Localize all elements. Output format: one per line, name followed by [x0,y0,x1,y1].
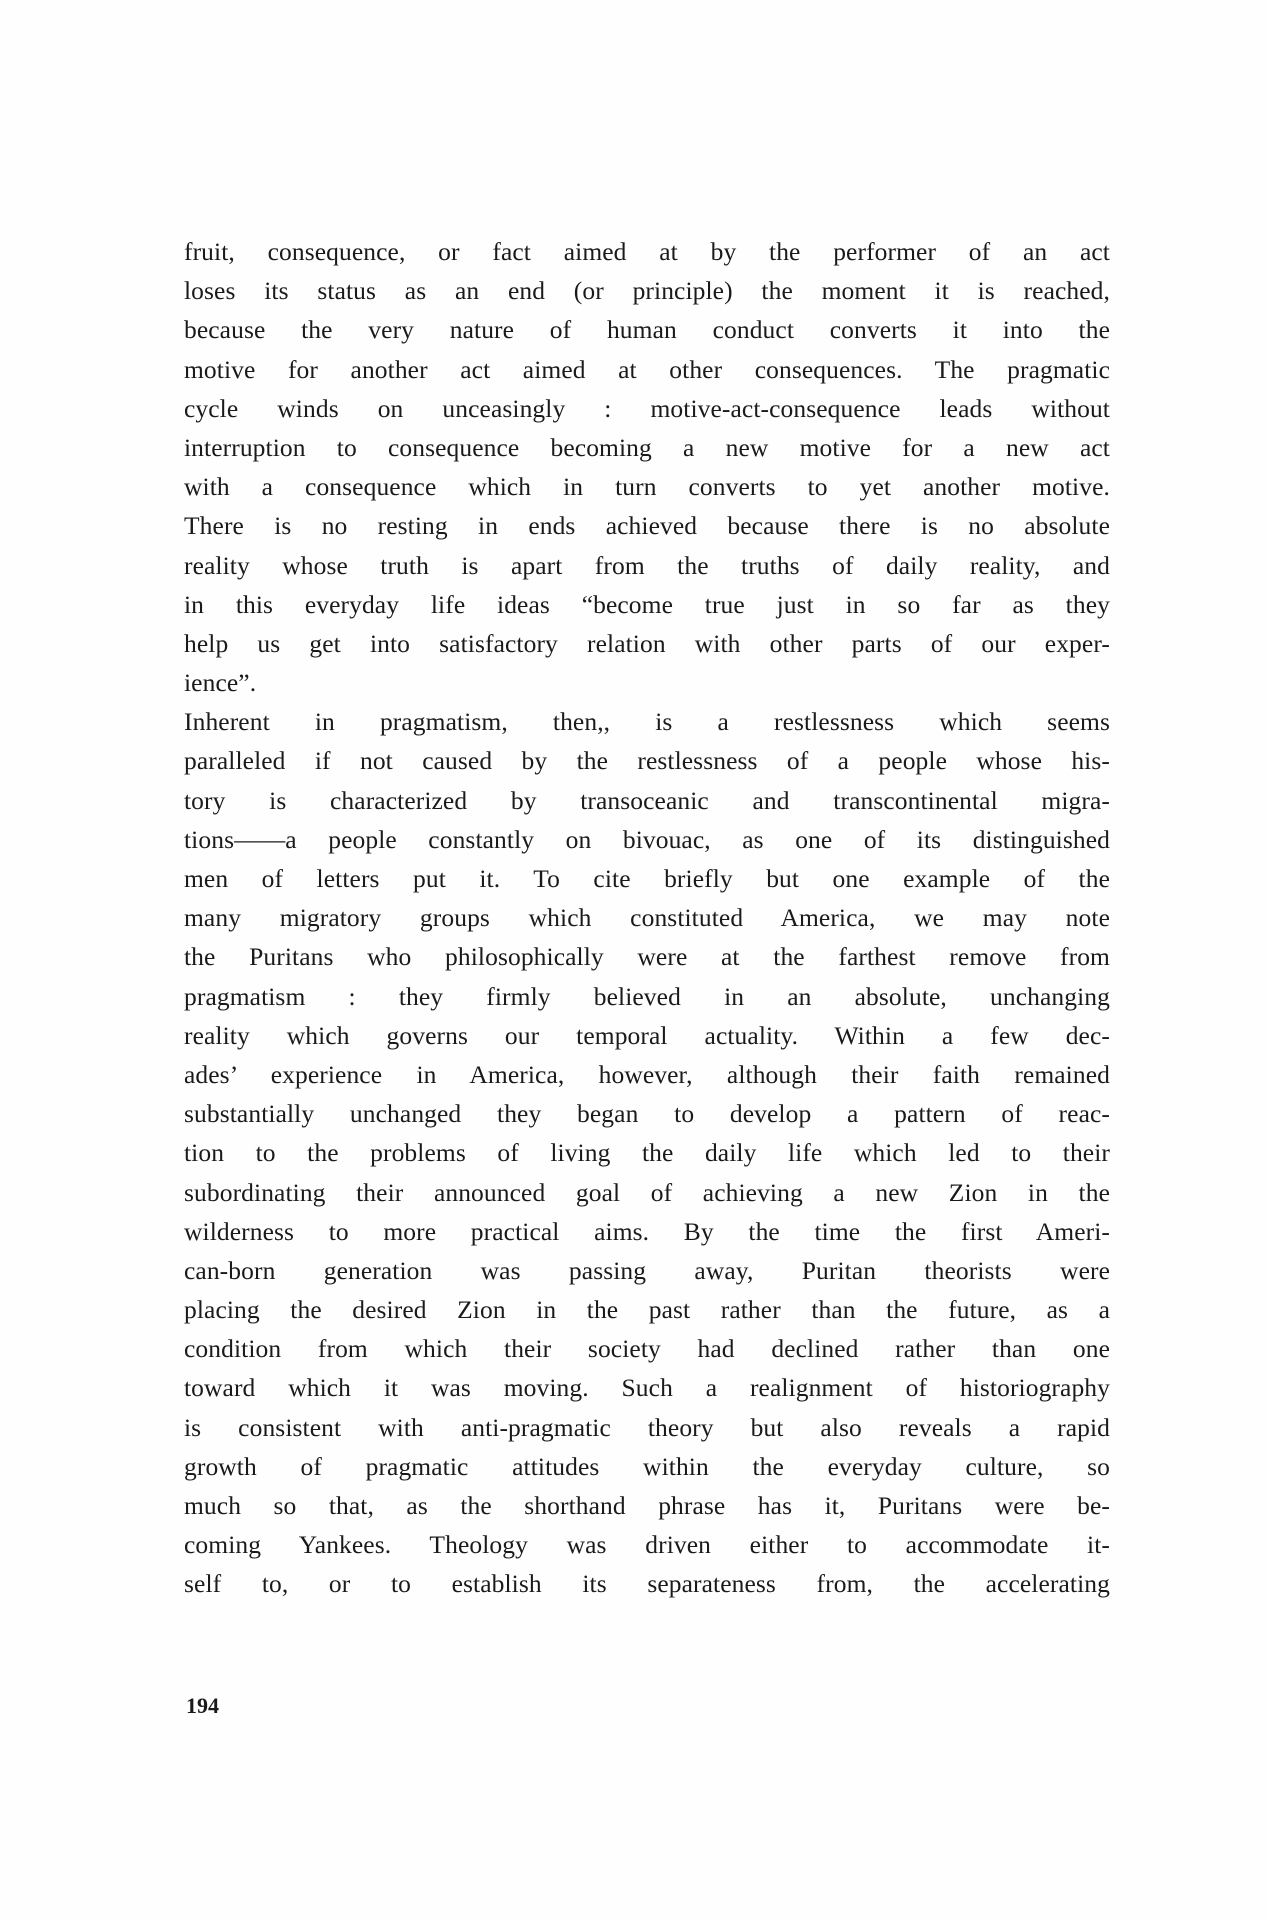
text-line: toward which it was moving. Such a realignment of historiography [184,1373,1110,1403]
text-line: coming Yankees. Theology was driven either to accommodate it- [184,1530,1110,1560]
text-line: placing the desired Zion in the past rather than the future, as a [184,1295,1110,1325]
text-line: tions——a people constantly on bivouac, as one of its distinguished [184,824,1110,854]
text-line: because the very nature of human conduct converts it into the [184,315,1110,345]
text-line: growth of pragmatic attitudes within the everyday culture, so [184,1451,1110,1481]
text-line: with a consequence which in turn converts to yet another motive. [184,472,1110,502]
body-text [184,232,1110,1604]
text-line: many migratory groups which constituted America, we may note [184,903,1110,933]
text-line: reality which governs our temporal actuality. Within a few dec- [184,1020,1110,1050]
text-line: cycle winds on unceasingly : motive-act-consequence leads without [184,393,1110,423]
text-line: help us get into satisfactory relation with other parts of our exper- [184,628,1110,658]
text-line: interruption to consequence becoming a new motive for a new act [184,432,1110,462]
text-line: reality whose truth is apart from the truths of daily reality, and [184,550,1110,580]
text-line: Inherent in pragmatism, then,, is a restlessness which seems [184,707,1110,737]
text-line: much so that, as the shorthand phrase has it, Puritans were be- [184,1491,1110,1520]
text-line: can-born generation was passing away, Puritan theorists were [184,1255,1110,1285]
text-line: ience”. [184,668,257,698]
text-line: men of letters put it. To cite briefly but one example of the [184,864,1110,893]
text-line: pragmatism : they firmly believed in an absolute, unchanging [184,981,1110,1011]
text-line: There is no resting in ends achieved because there is no absolute [184,511,1110,541]
text-line: tory is characterized by transoceanic and transcontinental migra- [184,785,1110,815]
text-line: substantially unchanged they began to develop a pattern of reac- [184,1099,1110,1129]
text-line: is consistent with anti-pragmatic theory but also reveals a rapid [184,1412,1110,1442]
text-line: tion to the problems of living the daily life which led to their [184,1138,1110,1168]
page-number: 194 [186,1693,219,1718]
text-line: fruit, consequence, or fact aimed at by the performer of an act [184,237,1110,266]
paragraph [184,702,1110,1603]
text-line: paralleled if not caused by the restlessness of a people whose his- [184,746,1110,776]
paragraph [184,232,1110,702]
text-line: in this everyday life ideas “become true just in so far as they [184,589,1110,619]
text-line: condition from which their society had declined rather than one [184,1334,1110,1364]
text-line: loses its status as an end (or principle) the moment it is reached, [184,276,1110,306]
text-line: the Puritans who philosophically were at the farthest remove from [184,942,1110,972]
text-line: self to, or to establish its separateness from, the accelerating [184,1569,1110,1599]
text-line: subordinating their announced goal of achieving a new Zion in the [184,1177,1110,1207]
text-line: wilderness to more practical aims. By the time the first Ameri- [184,1216,1110,1246]
text-line: ades’ experience in America, however, although their faith remained [184,1059,1110,1089]
text-line: motive for another act aimed at other consequences. The pragmatic [184,354,1110,384]
